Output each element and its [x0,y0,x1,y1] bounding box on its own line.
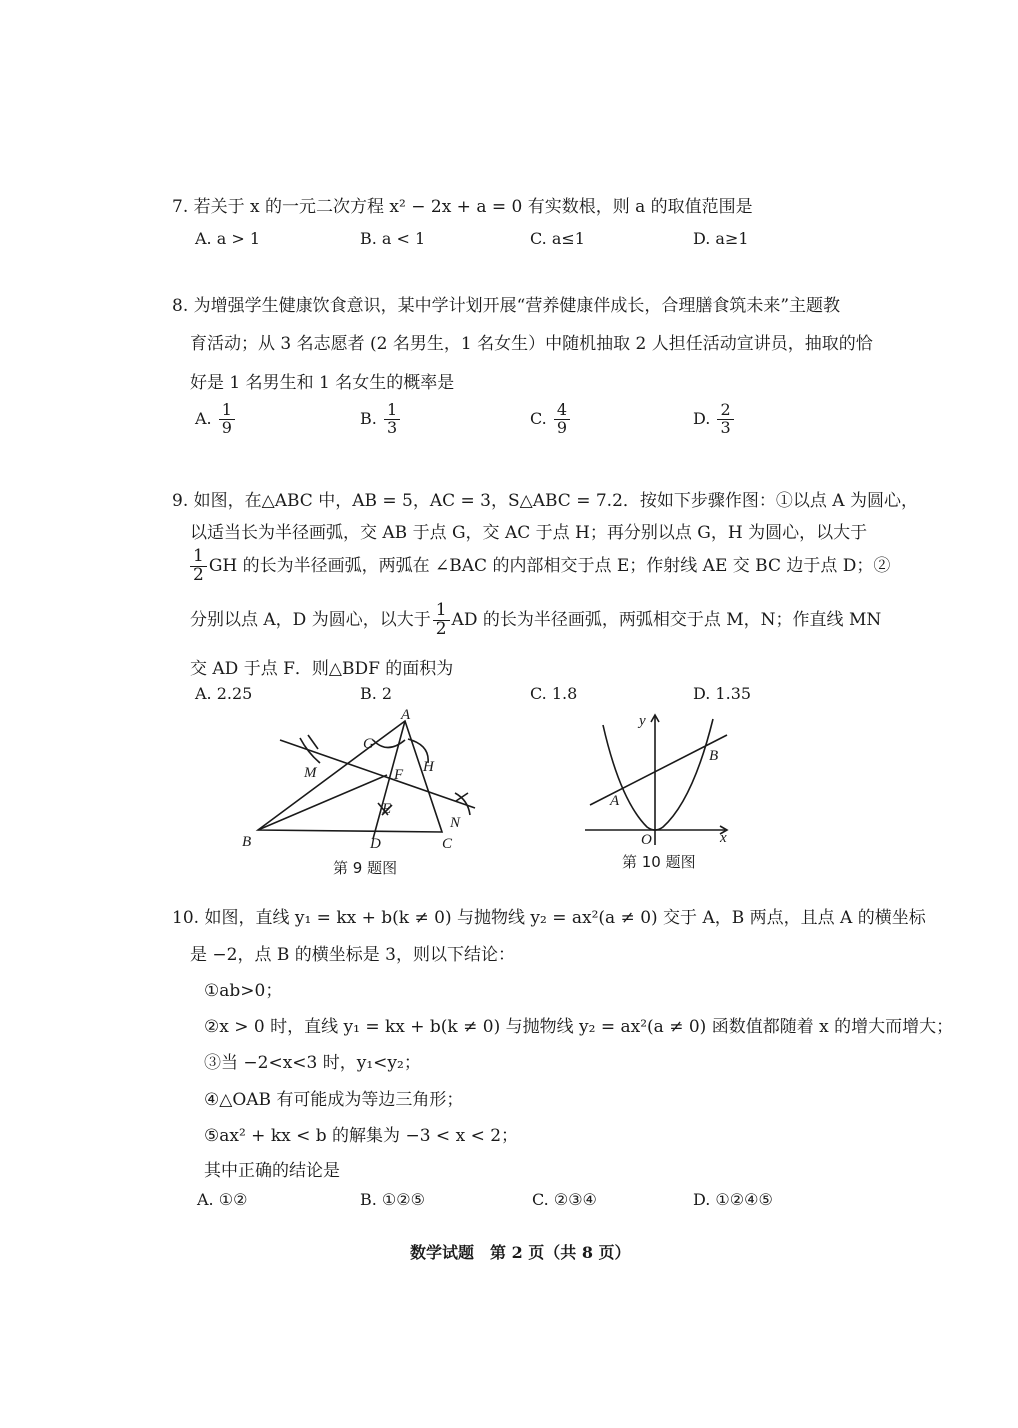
q9-stem-line-3: $\frac{1}{2}$ GH 的长为半径画弧，两弧在 ∠BAC 的内部相交于点 E；作射线 AE 交 BC 边于点 D；② [188,548,890,585]
label-b: B [709,748,719,764]
label-x: x [720,830,727,846]
q9-figure [230,705,490,855]
q8-option-b-fraction: $\frac{1}{3}$ [384,402,400,437]
q9-option-d: D. 1.35 [693,684,752,703]
q8-option-d-fraction: $\frac{2}{3}$ [717,402,733,437]
q10-prompt: 其中正确的结论是 [204,1161,340,1181]
label-c: C [442,836,453,852]
label-n: N [450,815,461,831]
label-a: A [401,707,411,723]
triangle-abc [258,721,442,832]
q8-option-d-label: D. [693,408,711,428]
q8-stem-line-3: 好是 1 名男生和 1 名女生的概率是 [190,373,455,393]
q10-conclusion-1: ①ab>0； [204,981,283,1001]
q10-conclusion-3: ③当 −2<x<3 时，y₁<y₂； [204,1053,421,1073]
label-y: y [639,713,646,729]
q9-option-b: B. 2 [360,684,393,703]
q10-figure [575,705,745,850]
page-footer: 数学试题 第 2 页（共 8 页） [410,1243,631,1262]
q10-option-d: D. ①②④⑤ [693,1190,773,1209]
label-d: D [370,836,381,852]
q10-stem-line-1: 10. 如图，直线 y₁ = kx + b(k ≠ 0) 与抛物线 y₂ = ax²(a ≠ 0) 交于 A，B 两点，且点 A 的横坐标 [172,908,926,928]
q7-option-c: C. a≤1 [530,229,585,248]
q8-option-a-fraction: $\frac{1}{9}$ [219,402,235,437]
q8-option-c-fraction: $\frac{4}{9}$ [554,402,570,437]
label-g: G [363,736,374,752]
q10-conclusion-5: ⑤ax² + kx < b 的解集为 −3 < x < 2； [204,1126,519,1146]
q10-conclusion-2: ②x > 0 时，直线 y₁ = kx + b(k ≠ 0) 与抛物线 y₂ = ax²(a ≠ 0) 函数值都随着 x 的增大而增大； [204,1017,954,1037]
q9-half-fraction: $\frac{1}{2}$ [190,548,207,585]
parabola [603,719,713,830]
q9-option-a: A. 2.25 [195,684,253,703]
q9-stem-line-1: 9. 如图，在△ABC 中，AB = 5，AC = 3，S△ABC = 7.2．按如下步骤作图：①以点 A 为圆心， [172,491,918,511]
q7-option-b: B. a < 1 [360,229,426,248]
segment-bf [258,775,387,830]
q9-option-c: C. 1.8 [530,684,578,703]
q9-stem-line-2: 以适当长为半径画弧，交 AB 于点 G，交 AC 于点 H；再分别以点 G，H 为圆心，以大于 [190,523,868,543]
label-e: E [382,801,392,817]
q7-option-a: A. a > 1 [195,229,261,248]
q8-option-a [195,402,237,437]
label-f: F [394,767,404,783]
q7-option-d: D. a≥1 [693,229,749,248]
label-b: B [242,834,252,850]
q8-option-c-label: C. [530,408,547,428]
q10-stem-line-2: 是 −2，点 B 的横坐标是 3，则以下结论： [190,945,515,965]
q8-option-d [693,402,736,437]
label-a: A [610,793,620,809]
q8-option-c [530,402,572,437]
q10-figure-caption: 第 10 题图 [622,853,696,871]
label-o: O [641,832,652,848]
q7-stem: 7. 若关于 x 的一元二次方程 x² − 2x + a = 0 有实数根，则 a 的取值范围是 [172,197,753,217]
q10-option-a: A. ①② [197,1190,248,1209]
q10-option-b: B. ①②⑤ [360,1190,425,1209]
q8-option-a-label: A. [195,408,212,428]
q9-figure-caption: 第 9 题图 [333,859,398,877]
tick-m [308,735,318,749]
q9-half-fraction-2: $\frac{1}{2}$ [433,602,450,639]
label-h: H [423,759,434,775]
q8-stem-line-1: 8. 为增强学生健康饮食意识，某中学计划开展“营养健康伴成长，合理膳食筑未来”主题教 [172,296,841,316]
q9-stem-line-4: 分别以点 A，D 为圆心，以大于 $\frac{1}{2}$ AD 的长为半径画弧，两弧相交于点 M，N；作直线 MN [190,600,882,639]
q8-stem-line-2: 育活动；从 3 名志愿者 (2 名男生，1 名女生）中随机抽取 2 人担任活动宣讲员，抽取的恰 [190,334,873,354]
q9-stem-line-5: 交 AD 于点 F．则△BDF 的面积为 [190,659,454,679]
label-m: M [304,765,317,781]
q10-option-c: C. ②③④ [532,1190,597,1209]
q8-option-b [360,402,402,437]
q10-conclusion-4: ④△OAB 有可能成为等边三角形； [204,1090,464,1110]
q8-option-b-label: B. [360,408,377,428]
